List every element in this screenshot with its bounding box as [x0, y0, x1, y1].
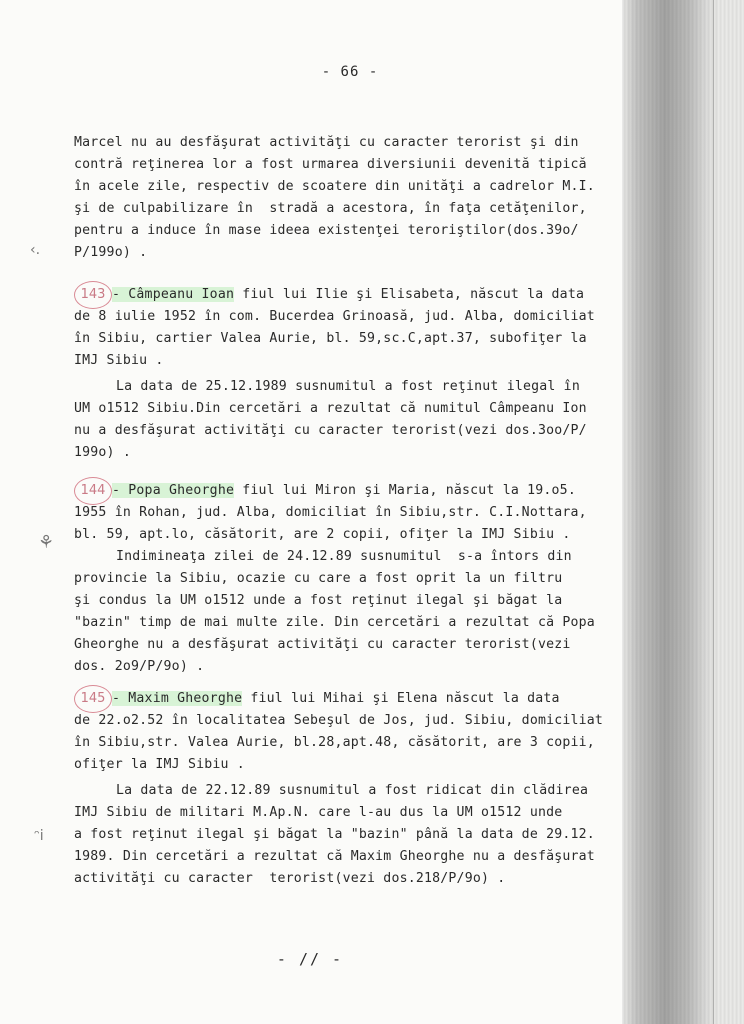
text-line: în Sibiu,str. Valea Aurie, bl.28,apt.48, căsătorit, are 3 copii, — [74, 735, 595, 750]
text-line: nu a desfăşurat activităţi cu caracter terorist(vezi dos.3oo/P/ — [74, 423, 587, 438]
page-number: - 66 - — [321, 64, 379, 80]
page-footer: - // - — [276, 950, 344, 968]
heading-rest: fiul lui Mihai şi Elena născut la data — [242, 691, 560, 706]
text-line: dos. 2o9/P/9o) . — [74, 659, 205, 674]
text-line: "bazin" timp de mai multe zile. Din cercetări a rezultat că Popa — [74, 615, 595, 630]
text-line: Indimineaţa zilei de 24.12.89 susnumitul s-a întors din — [116, 549, 572, 564]
heading-rest: fiul lui Miron şi Maria, născut la 19.o5. — [234, 483, 576, 498]
entry-number-circle: 145 — [74, 685, 112, 713]
text-line: La data de 25.12.1989 susnumitul a fost reţinut ilegal în — [116, 379, 580, 394]
text-line: de 8 iulie 1952 în com. Bucerdea Grinoasă, jud. Alba, domiciliat — [74, 309, 595, 324]
entry-heading-line — [112, 480, 576, 502]
entry-number-circle: 143 — [74, 281, 112, 309]
margin-scribble-icon: ᵔi — [34, 828, 44, 844]
text-line: 1955 în Rohan, jud. Alba, domiciliat în Sibiu,str. C.I.Nottara, — [74, 505, 587, 520]
scanner-edge-line — [713, 0, 714, 1024]
text-line: activităţi cu caracter terorist(vezi dos.218/P/9o) . — [74, 871, 506, 886]
text-line: provincie la Sibiu, ocazie cu care a fost oprit la un filtru — [74, 571, 563, 586]
heading-rest: fiul lui Ilie şi Elisabeta, născut la data — [234, 287, 585, 302]
text-line: pentru a induce în mase ideea existenţei teroriştilor(dos.39o/ — [74, 223, 579, 238]
highlighted-name: - Maxim Gheorghe — [112, 691, 243, 706]
text-line: în acele zile, respectiv de scoatere din unităţi a cadrelor M.I. — [74, 179, 595, 194]
text-line: La data de 22.12.89 susnumitul a fost ridicat din clădirea — [116, 783, 589, 798]
text-line: bl. 59, apt.lo, căsătorit, are 2 copii, ofiţer la IMJ Sibiu . — [74, 527, 571, 542]
text-line: IMJ Sibiu de militari M.Ap.N. care l-au dus la UM o1512 unde — [74, 805, 563, 820]
text-line: P/199o) . — [74, 245, 148, 260]
text-line: UM o1512 Sibiu.Din cercetări a rezultat că numitul Câmpeanu Ion — [74, 401, 587, 416]
text-line: şi condus la UM o1512 unde a fost reţinut ilegal şi băgat la — [74, 593, 563, 608]
text-line: în Sibiu, cartier Valea Aurie, bl. 59,sc.C,apt.37, subofiţer la — [74, 331, 587, 346]
entry-heading-line — [112, 284, 584, 306]
highlighted-name: - Câmpeanu Ioan — [112, 287, 235, 302]
text-line: Gheorghe nu a desfăşurat activităţi cu caracter terorist(vezi — [74, 637, 571, 652]
text-line: contră reţinerea lor a fost urmarea diversiunii devenită tipică — [74, 157, 587, 172]
text-line: 1989. Din cercetări a rezultat că Maxim Gheorghe nu a desfăşurat — [74, 849, 595, 864]
margin-scribble-icon: ‹. — [30, 242, 41, 258]
text-line: 199o) . — [74, 445, 131, 460]
scanner-noise-band — [622, 0, 744, 1024]
text-line: de 22.o2.52 în localitatea Sebeşul de Jos, jud. Sibiu, domiciliat — [74, 713, 604, 728]
highlighted-name: - Popa Gheorghe — [112, 483, 235, 498]
text-line: ofiţer la IMJ Sibiu . — [74, 757, 245, 772]
margin-stamp-icon: ⚘ — [38, 532, 55, 553]
text-line: a fost reţinut ilegal şi băgat la "bazin" până la data de 29.12. — [74, 827, 595, 842]
text-line: IMJ Sibiu . — [74, 353, 164, 368]
entry-number-circle: 144 — [74, 477, 112, 505]
entry-heading-line — [112, 688, 560, 710]
text-line: Marcel nu au desfăşurat activităţi cu caracter terorist şi din — [74, 135, 579, 150]
text-line: şi de culpabilizare în stradă a acestora, în faţa cetăţenilor, — [74, 201, 587, 216]
